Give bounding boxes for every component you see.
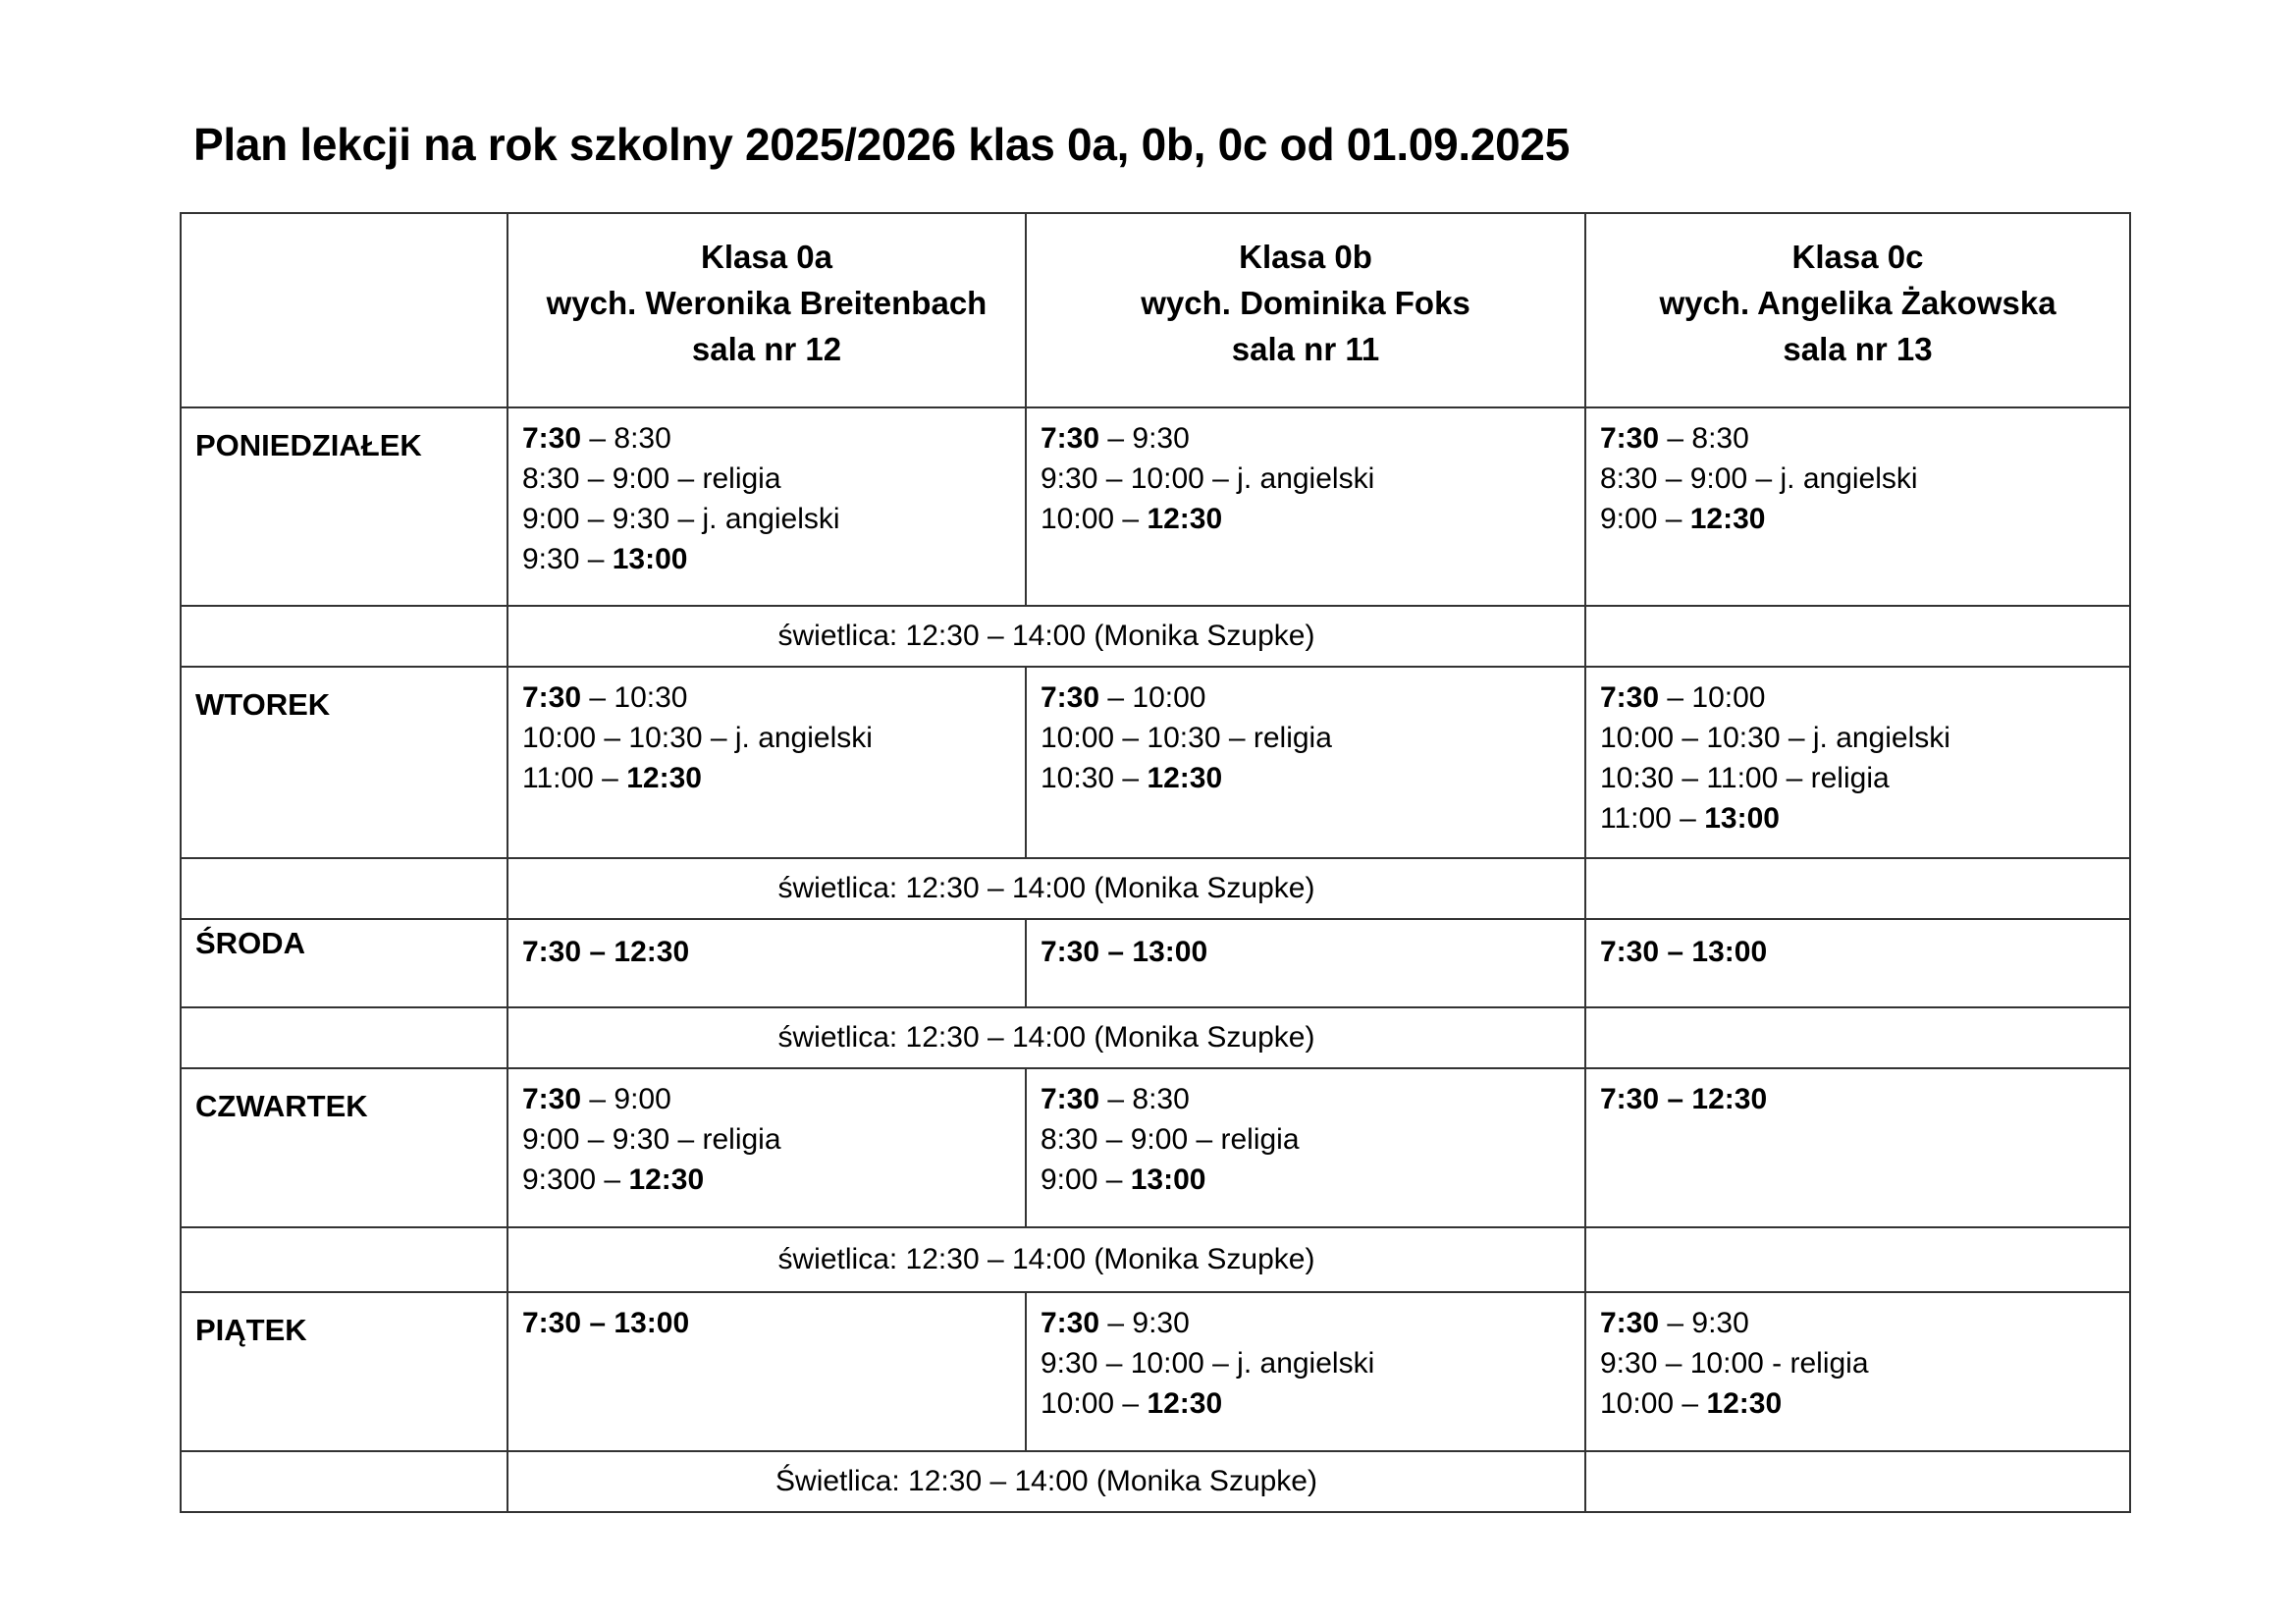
lesson-cell (1585, 407, 2130, 606)
lesson-line (1041, 418, 1571, 459)
lesson-text: 10:00 – 10:30 – j. angielski (522, 722, 873, 754)
time-end-bold: 12:30 (1706, 1387, 1783, 1420)
lesson-line (522, 677, 1011, 718)
empty-corner-cell (181, 213, 507, 407)
time-start-bold: 7:30 – 12:30 (522, 936, 690, 968)
lesson-line (522, 718, 1011, 758)
after-school-care: świetlica: 12:30 – 14:00 (Monika Szupke) (507, 1227, 1585, 1292)
time-end-bold: 12:30 (1689, 503, 1766, 535)
class-name: Klasa 0b (1239, 239, 1372, 275)
lesson-text: 9:30 – (522, 543, 613, 575)
time-end-bold: 12:30 (626, 762, 702, 794)
empty-cell (181, 1451, 507, 1512)
lesson-line (1041, 758, 1571, 798)
care-row (181, 1007, 2130, 1068)
day-row (181, 667, 2130, 858)
lesson-text: 8:30 – 9:00 – religia (1041, 1123, 1300, 1156)
lesson-cell (1026, 1068, 1585, 1227)
empty-cell (1585, 1007, 2130, 1068)
lesson-cell (1026, 1292, 1585, 1451)
class-room: sala nr 13 (1783, 331, 1933, 367)
empty-cell (181, 858, 507, 919)
lesson-text: 10:00 – (1600, 1387, 1707, 1420)
day-name: PONIEDZIAŁEK (181, 407, 507, 606)
lesson-text: 10:00 – 10:30 – religia (1041, 722, 1332, 754)
empty-cell (181, 606, 507, 667)
lesson-line (522, 1160, 1011, 1200)
lesson-line (1041, 1343, 1571, 1383)
lesson-text: 9:30 – 10:00 - religia (1600, 1347, 1869, 1380)
lesson-text: – 9:30 (1099, 422, 1190, 455)
time-end-bold: 12:30 (628, 1164, 705, 1196)
lesson-line (1041, 459, 1571, 499)
lesson-line (1600, 798, 2115, 839)
lesson-text: 10:30 – 11:00 – religia (1600, 762, 1890, 794)
after-school-care: świetlica: 12:30 – 14:00 (Monika Szupke) (507, 858, 1585, 919)
lesson-line (1600, 418, 2115, 459)
day-row (181, 1068, 2130, 1227)
time-start-bold: 7:30 (522, 422, 582, 455)
class-teacher: wych. Dominika Foks (1141, 285, 1470, 321)
time-start-bold: 7:30 (1600, 422, 1660, 455)
empty-cell (181, 1007, 507, 1068)
time-end-bold: 12:30 (1147, 1387, 1223, 1420)
lesson-text: 10:30 – (1041, 762, 1148, 794)
schedule-table (180, 212, 2131, 1513)
lesson-text: 9:30 – 10:00 – j. angielski (1041, 462, 1375, 495)
time-start-bold: 7:30 (1041, 422, 1100, 455)
lesson-cell (1026, 407, 1585, 606)
lesson-line (522, 1303, 1011, 1343)
empty-cell (1585, 606, 2130, 667)
time-start-bold: 7:30 – 13:00 (1041, 936, 1208, 968)
lesson-text: 9:300 – (522, 1164, 629, 1196)
lesson-text: 10:00 – (1041, 503, 1148, 535)
care-row (181, 1451, 2130, 1512)
lesson-line (1600, 1383, 2115, 1424)
time-end-bold: 13:00 (1130, 1164, 1206, 1196)
time-start-bold: 7:30 (1041, 1083, 1100, 1115)
lesson-line (1600, 1079, 2115, 1119)
time-end-bold: 13:00 (612, 543, 688, 575)
empty-cell (1585, 858, 2130, 919)
lesson-text: 9:00 – 9:30 – j. angielski (522, 503, 840, 535)
lesson-cell (507, 407, 1026, 606)
lesson-line (522, 758, 1011, 798)
empty-cell (181, 1227, 507, 1292)
time-start-bold: 7:30 (1041, 1307, 1100, 1339)
lesson-text: 9:30 – 10:00 – j. angielski (1041, 1347, 1375, 1380)
care-row (181, 1227, 2130, 1292)
lesson-line (522, 1079, 1011, 1119)
care-row (181, 606, 2130, 667)
lesson-text: 9:00 – (1600, 503, 1690, 535)
lesson-cell (1585, 1068, 2130, 1227)
day-row (181, 919, 2130, 1007)
class-header-0c (1585, 213, 2130, 407)
day-name: WTOREK (181, 667, 507, 858)
lesson-line (1041, 1079, 1571, 1119)
lesson-line (1600, 758, 2115, 798)
lesson-line (1600, 718, 2115, 758)
class-header-0a (507, 213, 1026, 407)
lesson-text: – 10:00 (1659, 681, 1766, 714)
lesson-line (1041, 1160, 1571, 1200)
time-start-bold: 7:30 (1600, 681, 1660, 714)
lesson-cell (1585, 919, 2130, 1007)
after-school-care: Świetlica: 12:30 – 14:00 (Monika Szupke) (507, 1451, 1585, 1512)
lesson-text: 9:00 – 9:30 – religia (522, 1123, 781, 1156)
day-name: PIĄTEK (181, 1292, 507, 1451)
lesson-line (1600, 1343, 2115, 1383)
lesson-line (1600, 459, 2115, 499)
class-room: sala nr 12 (691, 331, 842, 367)
lesson-line (522, 459, 1011, 499)
class-room: sala nr 11 (1231, 331, 1380, 367)
class-name: Klasa 0c (1791, 239, 1924, 275)
lesson-line (1041, 932, 1571, 972)
lesson-text: – 10:30 (581, 681, 688, 714)
empty-cell (1585, 1227, 2130, 1292)
lesson-line (1600, 499, 2115, 539)
lesson-text: – 9:30 (1099, 1307, 1190, 1339)
care-row (181, 858, 2130, 919)
time-start-bold: 7:30 – 12:30 (1600, 1083, 1768, 1115)
day-row (181, 407, 2130, 606)
class-name: Klasa 0a (701, 239, 832, 275)
lesson-cell (507, 667, 1026, 858)
lesson-text: – 8:30 (1099, 1083, 1190, 1115)
lesson-line (1600, 1303, 2115, 1343)
lesson-text: – 9:00 (581, 1083, 671, 1115)
lesson-text: – 10:00 (1099, 681, 1206, 714)
lesson-line (522, 1119, 1011, 1160)
time-end-bold: 12:30 (1147, 503, 1223, 535)
day-name: CZWARTEK (181, 1068, 507, 1227)
day-row (181, 1292, 2130, 1451)
after-school-care: świetlica: 12:30 – 14:00 (Monika Szupke) (507, 1007, 1585, 1068)
time-start-bold: 7:30 (522, 1083, 582, 1115)
class-header-0b (1026, 213, 1585, 407)
time-start-bold: 7:30 (1600, 1307, 1660, 1339)
lesson-cell (1585, 667, 2130, 858)
lesson-cell (1026, 667, 1585, 858)
lesson-cell (507, 919, 1026, 1007)
after-school-care: świetlica: 12:30 – 14:00 (Monika Szupke) (507, 606, 1585, 667)
lesson-line (522, 499, 1011, 539)
time-end-bold: 13:00 (1704, 802, 1780, 835)
lesson-text: 9:00 – (1041, 1164, 1131, 1196)
class-header-row (181, 213, 2130, 407)
lesson-text: – 8:30 (1659, 422, 1749, 455)
time-start-bold: 7:30 (1041, 681, 1100, 714)
lesson-line (1041, 718, 1571, 758)
lesson-text: 10:00 – (1041, 1387, 1148, 1420)
empty-cell (1585, 1451, 2130, 1512)
lesson-text: 8:30 – 9:00 – j. angielski (1600, 462, 1918, 495)
lesson-line (1041, 677, 1571, 718)
class-teacher: wych. Angelika Żakowska (1659, 285, 2056, 321)
class-teacher: wych. Weronika Breitenbach (546, 285, 988, 321)
time-start-bold: 7:30 – 13:00 (522, 1307, 690, 1339)
lesson-text: 8:30 – 9:00 – religia (522, 462, 781, 495)
lesson-text: – 9:30 (1659, 1307, 1749, 1339)
lesson-cell (1585, 1292, 2130, 1451)
lesson-line (1041, 499, 1571, 539)
lesson-line (522, 539, 1011, 579)
lesson-text: 10:00 – 10:30 – j. angielski (1600, 722, 1950, 754)
lesson-cell (507, 1068, 1026, 1227)
lesson-line (1041, 1383, 1571, 1424)
lesson-line (522, 932, 1011, 972)
days-body (181, 407, 2130, 1512)
lesson-text: 11:00 – (522, 762, 627, 794)
page-title: Plan lekcji na rok szkolny 2025/2026 klas 0a, 0b, 0c od 01.09.2025 (193, 119, 1570, 170)
lesson-line (1600, 932, 2115, 972)
lesson-line (1600, 677, 2115, 718)
lesson-text: 11:00 – (1600, 802, 1705, 835)
lesson-line (1041, 1303, 1571, 1343)
lesson-line (522, 418, 1011, 459)
lesson-cell (507, 1292, 1026, 1451)
time-start-bold: 7:30 (522, 681, 582, 714)
day-name: ŚRODA (181, 919, 507, 1007)
lesson-line (1041, 1119, 1571, 1160)
time-start-bold: 7:30 – 13:00 (1600, 936, 1768, 968)
time-end-bold: 12:30 (1147, 762, 1223, 794)
lesson-cell (1026, 919, 1585, 1007)
lesson-text: – 8:30 (581, 422, 671, 455)
